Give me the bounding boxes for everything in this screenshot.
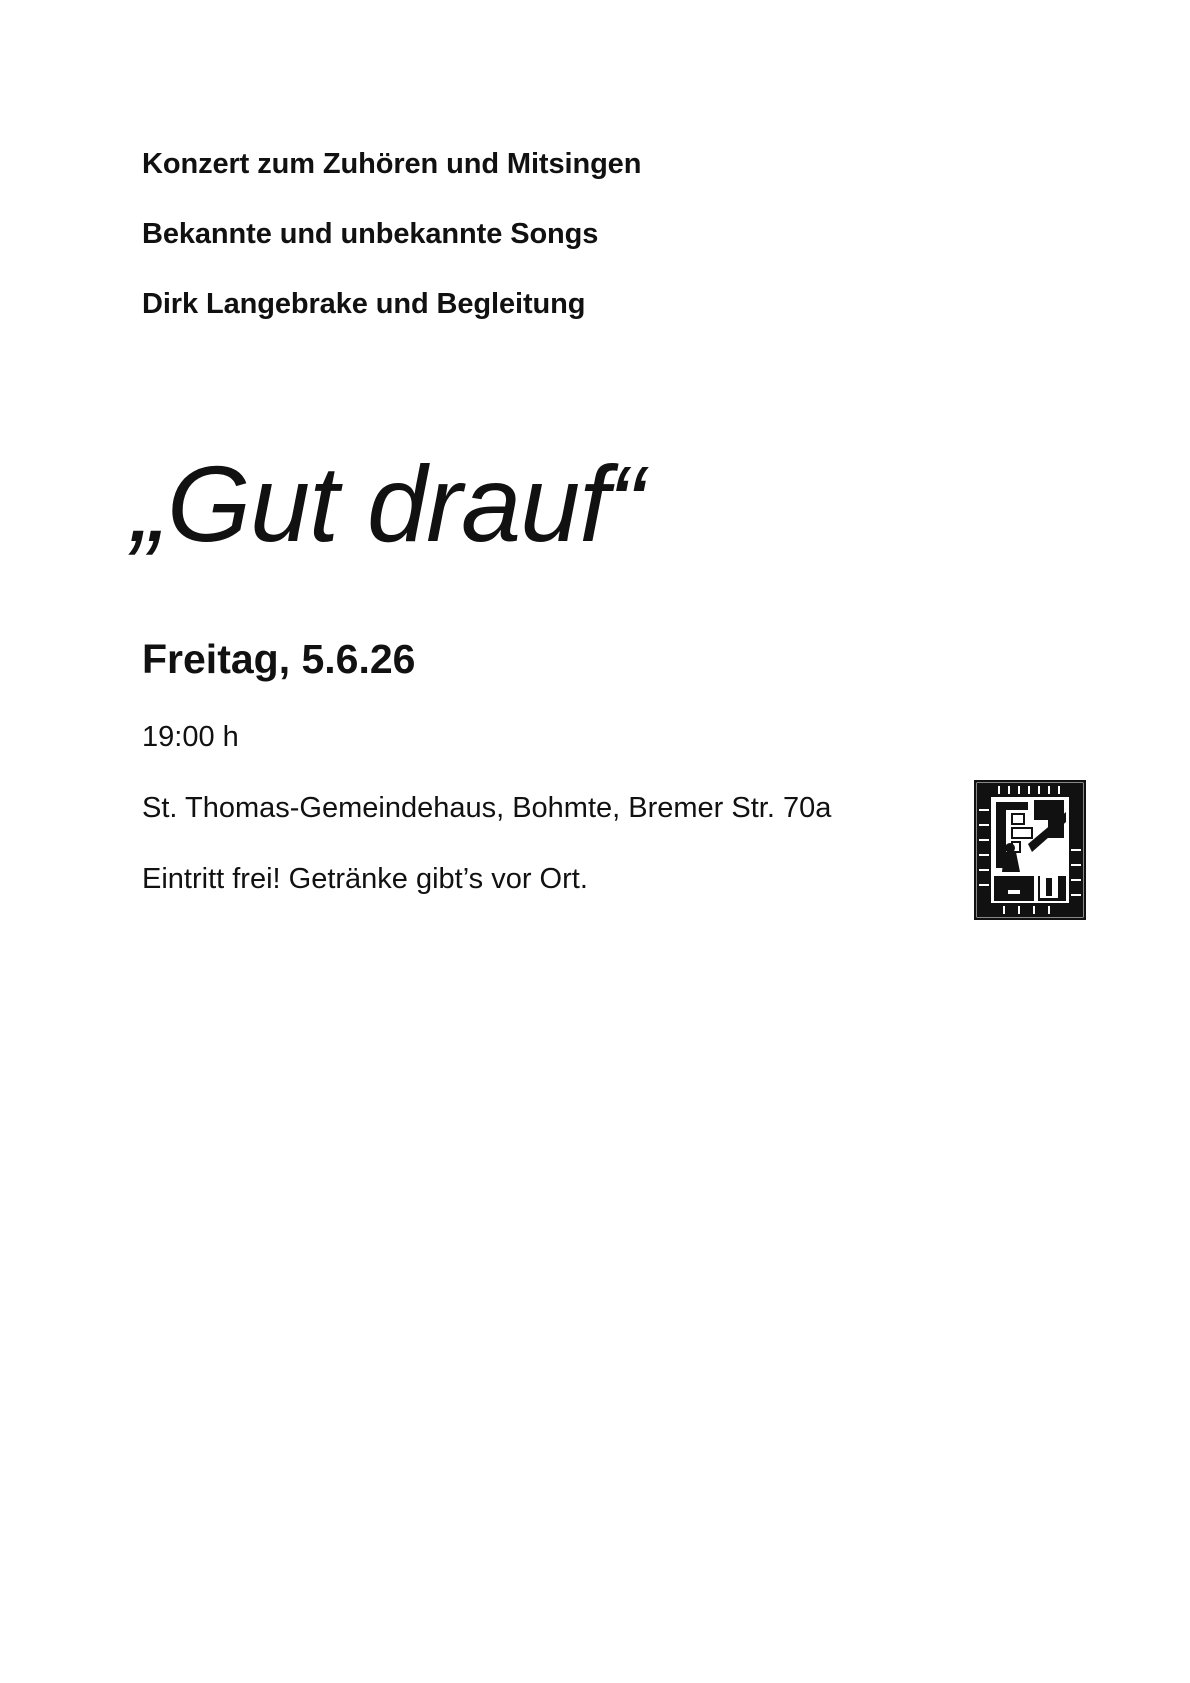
church-logo-icon xyxy=(974,780,1086,920)
event-date: Freitag, 5.6.26 xyxy=(142,636,416,682)
intro-line-concert: Konzert zum Zuhören und Mitsingen xyxy=(142,148,642,180)
intro-line-performer: Dirk Langebrake und Begleitung xyxy=(142,288,586,320)
event-venue: St. Thomas-Gemeindehaus, Bohmte, Bremer Str. 70a xyxy=(142,792,832,824)
intro-line-songs: Bekannte und unbekannte Songs xyxy=(142,218,599,250)
event-info: Eintritt frei! Getränke gibt’s vor Ort. xyxy=(142,863,588,895)
event-title: „Gut drauf“ xyxy=(132,443,644,564)
event-time: 19:00 h xyxy=(142,721,239,753)
